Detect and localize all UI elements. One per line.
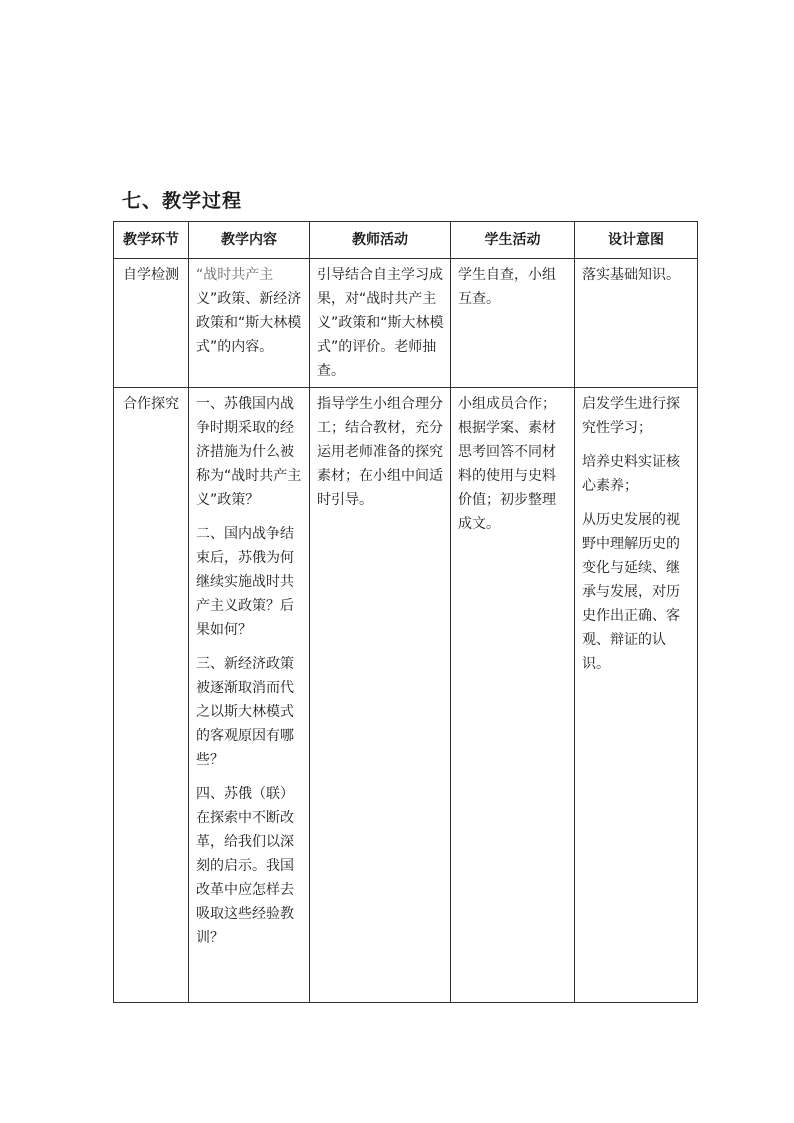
design-intent-cell xyxy=(575,388,698,1003)
content-text xyxy=(196,263,303,359)
teacher-activity-cell xyxy=(310,388,451,1003)
design-intent-text: 落实基础知识。 xyxy=(582,267,680,283)
teaching-process-table xyxy=(113,221,698,1003)
table-row xyxy=(114,259,698,388)
section-title: 七、教学过程 xyxy=(122,190,243,212)
teacher-activity-text: 引导结合自主学习成果，对“战时共产主义”政策和“斯大林模式”的评价。老师抽查。 xyxy=(317,267,444,379)
question-item: 三、新经济政策被逐渐取消而代之以斯大林模式的客观原因有哪些？ xyxy=(196,656,294,768)
stage-cell: 自学检测 xyxy=(114,259,189,388)
content-cell xyxy=(189,388,310,1003)
table-row xyxy=(114,388,698,1003)
content-text-rest: 义”政策、新经济政策和“斯大林模式”的内容。 xyxy=(196,291,302,355)
intent-item: 培养史料实证核心素养； xyxy=(582,454,680,494)
teacher-activity-text: 指导学生小组合理分工；结合教材，充分运用老师准备的探究素材；在小组中间适时引导。 xyxy=(317,396,443,508)
student-activity-cell xyxy=(451,259,575,388)
intent-item: 启发学生进行探究性学习； xyxy=(582,396,680,436)
student-activity-cell xyxy=(451,388,575,1003)
question-item: 二、国内战争结束后，苏俄为何继续实施战时共产主义政策？后果如何？ xyxy=(196,526,294,638)
content-text-prefix: “战时共产主 xyxy=(196,267,274,283)
student-activity-text: 学生自查，小组互查。 xyxy=(458,267,556,307)
content-cell xyxy=(189,259,310,388)
header-stage: 教学环节 xyxy=(114,222,189,259)
design-intent-cell xyxy=(575,259,698,388)
teacher-activity-cell xyxy=(310,259,451,388)
question-item: 四、苏俄（联）在探索中不断改革，给我们以深刻的启示。我国改革中应怎样去吸取这些经验教训？ xyxy=(196,786,294,946)
intent-item: 从历史发展的视野中理解历史的变化与延续、继承与发展，对历史作出正确、客观、辩证的认识。 xyxy=(582,512,680,672)
table-header-row xyxy=(114,222,698,259)
student-activity-text: 小组成员合作；根据学案、素材思考回答不同材料的使用与史料价值；初步整理成文。 xyxy=(458,396,556,532)
stage-cell: 合作探究 xyxy=(114,388,189,1003)
header-teacher-activity: 教师活动 xyxy=(310,222,451,259)
header-design-intent: 设计意图 xyxy=(575,222,698,259)
question-item: 一、苏俄国内战争时期采取的经济措施为什么被称为“战时共产主义”政策？ xyxy=(196,396,302,508)
header-content: 教学内容 xyxy=(189,222,310,259)
header-student-activity: 学生活动 xyxy=(451,222,575,259)
